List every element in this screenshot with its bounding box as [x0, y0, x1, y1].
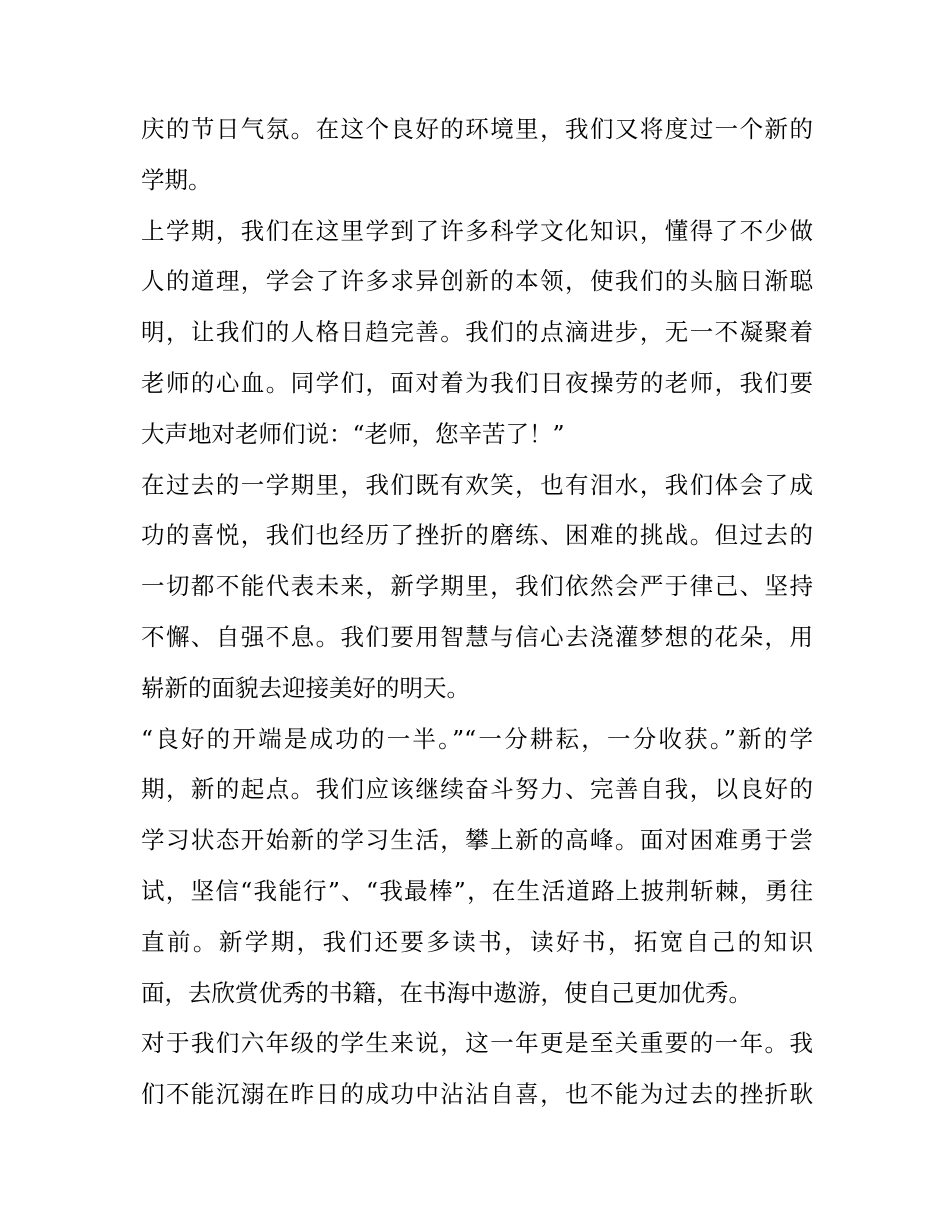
text-line: 不懈、自强不息。我们要用智慧与信心去浇灌梦想的花朵，用: [141, 622, 813, 651]
text-line: 大声地对老师们说：“老师，您辛苦了！”: [141, 419, 565, 448]
document-body: [141, 104, 813, 1120]
text-line: 在过去的一学期里，我们既有欢笑，也有泪水，我们体会了成: [141, 470, 813, 499]
text-line: 面，去欣赏优秀的书籍，在书海中遨游，使自己更加优秀。: [141, 978, 752, 1007]
text-line: 庆的节日气氛。在这个良好的环境里，我们又将度过一个新的: [141, 115, 813, 143]
text-line: 学期。: [141, 165, 212, 194]
text-line: 上学期，我们在这里学到了许多科学文化知识，懂得了不少做: [141, 216, 813, 245]
text-line: 一切都不能代表未来，新学期里，我们依然会严于律己、坚持: [141, 572, 813, 601]
text-line: “良好的开端是成功的一半。”“一分耕耘，一分收获。”新的学: [141, 724, 813, 753]
text-line: 试，坚信“我能行”、“我最棒”，在生活道路上披荆斩棘，勇往: [141, 876, 813, 905]
text-line: 对于我们六年级的学生来说，这一年更是至关重要的一年。我: [141, 1029, 813, 1058]
text-line: 期，新的起点。我们应该继续奋斗努力、完善自我，以良好的: [141, 775, 813, 804]
text-line: 功的喜悦，我们也经历了挫折的磨练、困难的挑战。但过去的: [141, 521, 813, 550]
text-line: 学习状态开始新的学习生活，攀上新的高峰。面对困难勇于尝: [141, 826, 813, 855]
text-line: 直前。新学期，我们还要多读书，读好书，拓宽自己的知识: [141, 927, 813, 956]
text-line: 明，让我们的人格日趋完善。我们的点滴进步，无一不凝聚着: [141, 318, 813, 347]
text-line: 们不能沉溺在昨日的成功中沾沾自喜，也不能为过去的挫折耿: [141, 1080, 813, 1109]
text-line: 老师的心血。同学们，面对着为我们日夜操劳的老师，我们要: [141, 368, 813, 397]
text-line: 人的道理，学会了许多求异创新的本领，使我们的头脑日渐聪: [141, 267, 813, 296]
text-line: 崭新的面貌去迎接美好的明天。: [141, 673, 470, 702]
